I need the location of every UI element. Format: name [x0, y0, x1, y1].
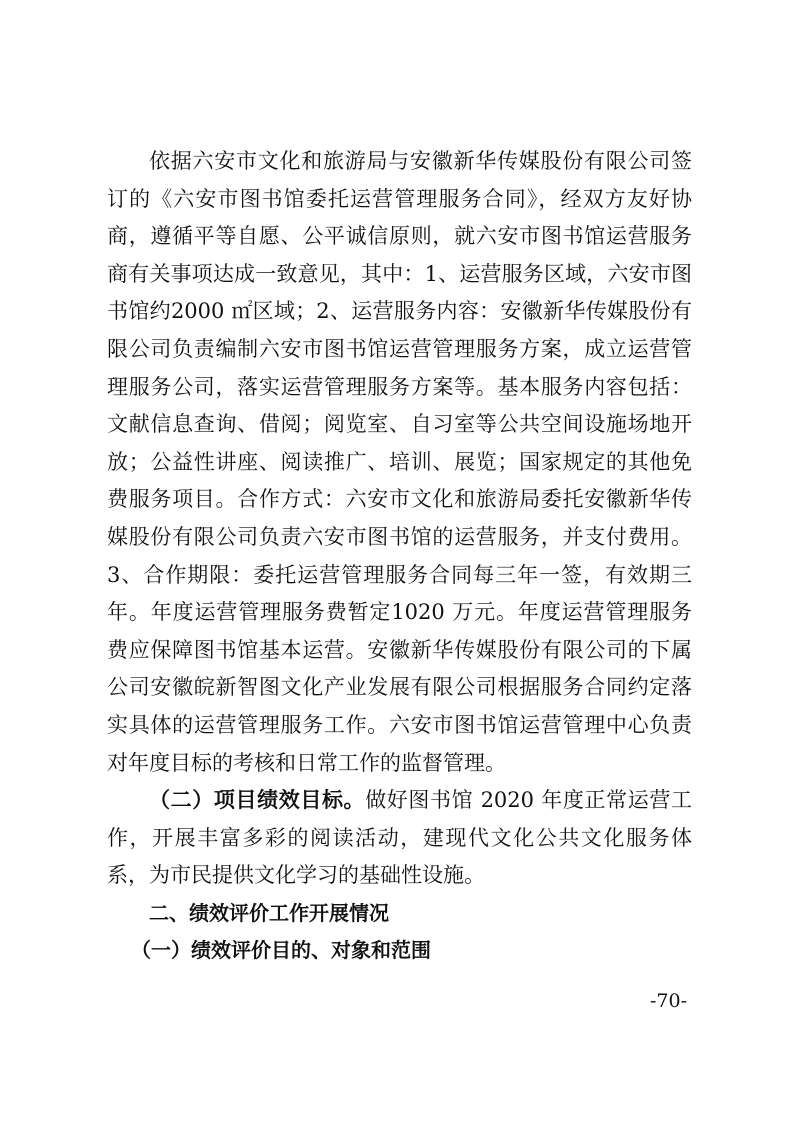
section-heading-evaluation-work: 二、绩效评价工作开展情况 [149, 900, 389, 925]
performance-goal-text: 做好图书馆 2020 年度正常运营工作，开展丰富多彩的阅读活动，建现代文化公共文化服务体系，为市民提供文化学习的基础性设施。 [107, 788, 693, 888]
performance-goal-lead: （二）项目绩效目标。 [149, 788, 366, 813]
subsection-heading-evaluation-purpose: （一）绩效评价目的、对象和范围 [131, 938, 431, 963]
page-number: -70- [649, 990, 687, 1012]
body-paragraph-contract: 依据六安市文化和旅游局与安徽新华传媒股份有限公司签订的《六安市图书馆委托运营管理服务合同》，经双方友好协商，遵循平等自愿、公平诚信原则，就六安市图书馆运营服务商有关事项达成一致意见，其中：1、运营服务区域，六安市图书馆约2000 ㎡区域；2、运营服务内容：安徽新华传媒股份有限公司负责编制六安市图书馆运营管理服务方案，成立运营管理服务公司，落实运营管理服务方案等。基本服务内容包括：文献信息查询、借阅；阅览室、自习室等公共空间设施场地开放；公益性讲座、阅读推广、培训、展览；国家规定的其他免费服务项目。合作方式：六安市文化和旅游局委托安徽新华传媒股份有限公司负责六安市图书馆的运营服务，并支付费用。3、合作期限：委托运营管理服务合同每三年一签，有效期三年。年度运营管理服务费暂定1020 万元。年度运营管理服务费应保障图书馆基本运营。安徽新华传媒股份有限公司的下属公司安徽皖新智图文化产业发展有限公司根据服务合同约定落实具体的运营管理服务工作。六安市图书馆运营管理中心负责对年度目标的考核和日常工作的监督管理。 [107, 149, 692, 775]
document-body [107, 143, 692, 970]
body-paragraph-performance-goal [107, 782, 692, 895]
